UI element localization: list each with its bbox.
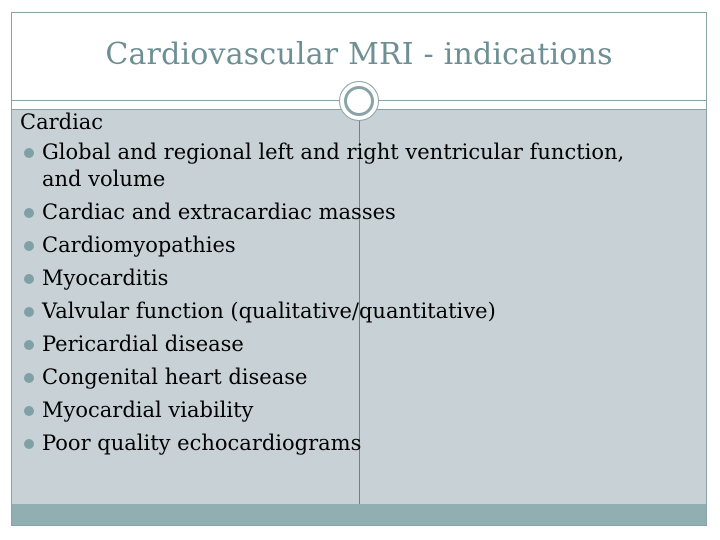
bullet-dot-icon (24, 241, 34, 251)
bullet-dot-icon (24, 439, 34, 449)
list-item (20, 331, 670, 358)
list-item-text: Valvular function (qualitative/quantitative) (42, 299, 496, 323)
list-item-text: Myocarditis (42, 266, 169, 290)
list-item (20, 364, 670, 391)
list-item-text: Poor quality echocardiograms (42, 431, 362, 455)
slide-title: Cardiovascular MRI - indications (105, 37, 613, 72)
list-item (20, 397, 670, 424)
list-item-text: Pericardial disease (42, 332, 244, 356)
list-item (20, 265, 670, 292)
list-item-text: Myocardial viability (42, 398, 254, 422)
bullet-dot-icon (24, 208, 34, 218)
list-item (20, 232, 670, 259)
bullet-dot-icon (24, 373, 34, 383)
bullet-dot-icon (24, 307, 34, 317)
footer-band (12, 504, 706, 526)
list-item (20, 430, 670, 457)
section-heading: Cardiac (20, 110, 104, 134)
bullet-dot-icon (24, 340, 34, 350)
bullet-dot-icon (24, 274, 34, 284)
bullet-dot-icon (24, 148, 34, 158)
list-item (20, 298, 670, 325)
list-item-text: Global and regional left and right ventricular function, and volume (42, 140, 625, 191)
list-item-text: Cardiac and extracardiac masses (42, 200, 396, 224)
list-item (20, 139, 670, 193)
indications-list (20, 139, 670, 457)
list-item-text: Congenital heart disease (42, 365, 308, 389)
list-item-text: Cardiomyopathies (42, 233, 236, 257)
list-item (20, 199, 670, 226)
bullet-dot-icon (24, 406, 34, 416)
slide-body (20, 106, 670, 463)
